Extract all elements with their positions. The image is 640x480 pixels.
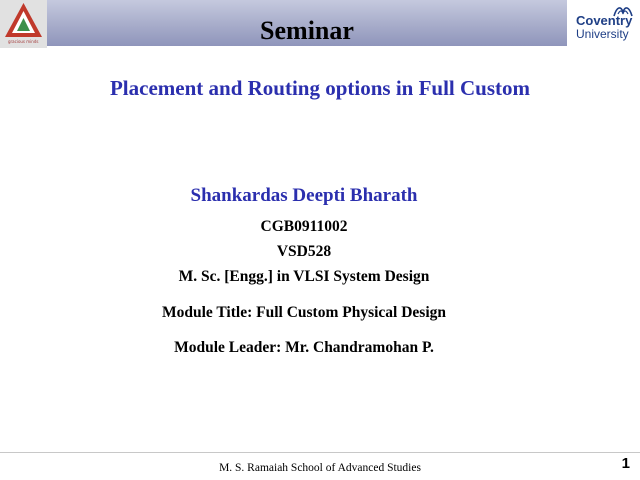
- coventry-university: University: [576, 27, 629, 41]
- footer-institution: M. S. Ramaiah School of Advanced Studies: [219, 462, 421, 474]
- coventry-logo: [568, 0, 640, 48]
- degree: M. Sc. [Engg.] in VLSI System Design: [178, 268, 430, 285]
- ramaiah-logo: [0, 0, 47, 48]
- page-number: 1: [621, 455, 630, 472]
- header-band: [47, 0, 567, 46]
- logo-caption: gracious minds: [8, 39, 39, 44]
- module-leader: Module Leader: Mr. Chandramohan P.: [174, 339, 434, 356]
- slide-title: Placement and Routing options in Full Custom: [109, 76, 531, 100]
- presenter-name: Shankardas Deepti Bharath: [190, 185, 418, 206]
- course-code: VSD528: [276, 243, 332, 260]
- coventry-name: Coventry: [576, 13, 633, 28]
- module-title: Module Title: Full Custom Physical Design: [161, 304, 447, 321]
- footer-divider: [0, 452, 640, 453]
- student-id: CGB0911002: [260, 218, 348, 235]
- header-title: Seminar: [260, 16, 354, 45]
